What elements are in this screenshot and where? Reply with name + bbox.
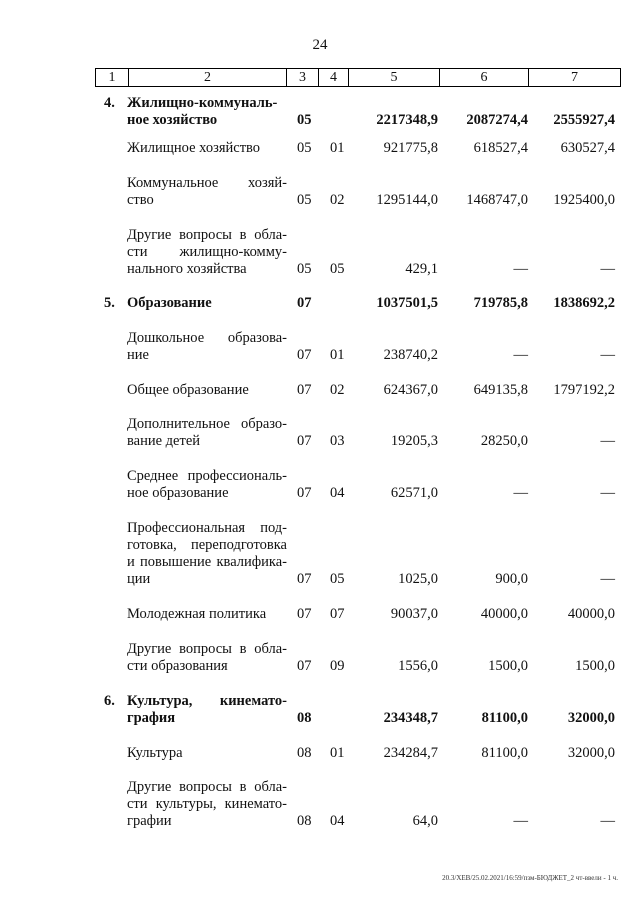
page-number: 24 <box>312 37 328 53</box>
section-code: 07 <box>297 658 312 674</box>
header-cell-6: 6 <box>440 69 529 86</box>
row-name: Жилищное хозяйство <box>127 140 261 156</box>
section-code: 07 <box>297 347 312 363</box>
subsection-code: 09 <box>330 658 345 674</box>
value-col5: 19205,3 <box>390 433 438 449</box>
value-col5: 1295144,0 <box>376 192 438 208</box>
value-col7: 1925400,0 <box>553 192 615 208</box>
value-col7: 630527,4 <box>560 140 615 156</box>
section-code: 08 <box>297 813 312 829</box>
subsection-code: 02 <box>330 382 345 398</box>
row-number: 5. <box>104 295 115 311</box>
value-col6: 1468747,0 <box>466 192 528 208</box>
value-col6: 649135,8 <box>473 382 528 398</box>
value-col5: 234348,7 <box>383 710 438 726</box>
subsection-code: 04 <box>330 485 345 501</box>
row-name: Среднее профессиональ-ное образование <box>127 468 287 501</box>
section-code: 07 <box>297 295 312 311</box>
value-col6: 40000,0 <box>480 606 528 622</box>
subsection-code: 05 <box>330 261 345 277</box>
row-name: Дополнительное образо-вание детей <box>127 416 287 449</box>
value-col5: 624367,0 <box>383 382 438 398</box>
section-code: 07 <box>297 433 312 449</box>
section-code: 08 <box>297 745 312 761</box>
value-col7: 1797192,2 <box>553 382 615 398</box>
subsection-code: 01 <box>330 140 345 156</box>
section-code: 05 <box>297 261 312 277</box>
row-name: Образование <box>127 295 212 311</box>
subsection-code: 04 <box>330 813 345 829</box>
value-col7: — <box>600 571 615 587</box>
row-name: Культура <box>127 745 183 761</box>
header-cell-2: 2 <box>129 69 287 86</box>
value-col6: — <box>513 261 528 277</box>
value-col6: 900,0 <box>495 571 528 587</box>
subsection-code: 01 <box>330 347 345 363</box>
subsection-code: 02 <box>330 192 345 208</box>
value-col6: 2087274,4 <box>466 112 528 128</box>
header-cell-5: 5 <box>349 69 440 86</box>
value-col6: 28250,0 <box>480 433 528 449</box>
header-cell-1: 1 <box>96 69 129 86</box>
row-name: Другие вопросы в обла-сти жилищно-комму-нального хозяйства <box>127 227 287 277</box>
row-number: 6. <box>104 693 115 709</box>
section-code: 07 <box>297 571 312 587</box>
row-name: Другие вопросы в обла-сти образования <box>127 641 287 674</box>
value-col5: 1025,0 <box>398 571 438 587</box>
value-col7: 32000,0 <box>567 710 615 726</box>
value-col7: 1838692,2 <box>553 295 615 311</box>
value-col5: 429,1 <box>405 261 438 277</box>
section-code: 05 <box>297 140 312 156</box>
row-name: Жилищно-коммуналь-ное хозяйство <box>127 95 278 128</box>
row-name: Молодежная политика <box>127 606 267 622</box>
section-code: 07 <box>297 606 312 622</box>
table-header <box>95 68 621 87</box>
section-code: 07 <box>297 485 312 501</box>
subsection-code: 05 <box>330 571 345 587</box>
header-cell-4: 4 <box>319 69 349 86</box>
header-cell-7: 7 <box>571 70 578 85</box>
section-code: 07 <box>297 382 312 398</box>
value-col5: 1037501,5 <box>376 295 438 311</box>
value-col5: 234284,7 <box>383 745 438 761</box>
value-col7: 32000,0 <box>567 745 615 761</box>
value-col7: — <box>600 813 615 829</box>
value-col5: 921775,8 <box>383 140 438 156</box>
value-col5: 2217348,9 <box>376 112 438 128</box>
row-name: Профессиональная под-готовка, переподготовка и повышение квалифика-ции <box>127 520 287 587</box>
value-col6: — <box>513 485 528 501</box>
row-name: Общее образование <box>127 382 249 398</box>
row-name: Культура, кинемато-графия <box>127 693 287 726</box>
value-col5: 1556,0 <box>398 658 438 674</box>
value-col7: 40000,0 <box>567 606 615 622</box>
row-name: Коммунальное хозяй-ство <box>127 175 287 208</box>
row-name: Дошкольное образова-ние <box>127 330 287 363</box>
value-col7: — <box>600 347 615 363</box>
section-code: 08 <box>297 710 312 726</box>
value-col5: 64,0 <box>412 813 438 829</box>
header-cell-3: 3 <box>287 69 319 86</box>
subsection-code: 01 <box>330 745 345 761</box>
subsection-code: 07 <box>330 606 345 622</box>
row-name: Другие вопросы в обла-сти культуры, кинемато-графии <box>127 779 287 829</box>
value-col7: 2555927,4 <box>553 112 615 128</box>
value-col6: 81100,0 <box>481 745 528 761</box>
value-col6: 81100,0 <box>481 710 528 726</box>
value-col6: 719785,8 <box>473 295 528 311</box>
value-col6: 618527,4 <box>473 140 528 156</box>
footer-stamp: 20.3/ХЕВ/25.02.2021/16:59/пзм-БЮДЖЕТ_2 чт-ввели - 1 ч. <box>442 874 618 882</box>
section-code: 05 <box>297 112 312 128</box>
value-col5: 62571,0 <box>390 485 438 501</box>
value-col7: — <box>600 485 615 501</box>
row-number: 4. <box>104 95 115 111</box>
section-code: 05 <box>297 192 312 208</box>
value-col7: — <box>600 261 615 277</box>
value-col7: 1500,0 <box>575 658 615 674</box>
subsection-code: 03 <box>330 433 345 449</box>
value-col6: 1500,0 <box>488 658 528 674</box>
value-col5: 90037,0 <box>390 606 438 622</box>
value-col5: 238740,2 <box>383 347 438 363</box>
value-col7: — <box>600 433 615 449</box>
value-col6: — <box>513 347 528 363</box>
value-col6: — <box>513 813 528 829</box>
